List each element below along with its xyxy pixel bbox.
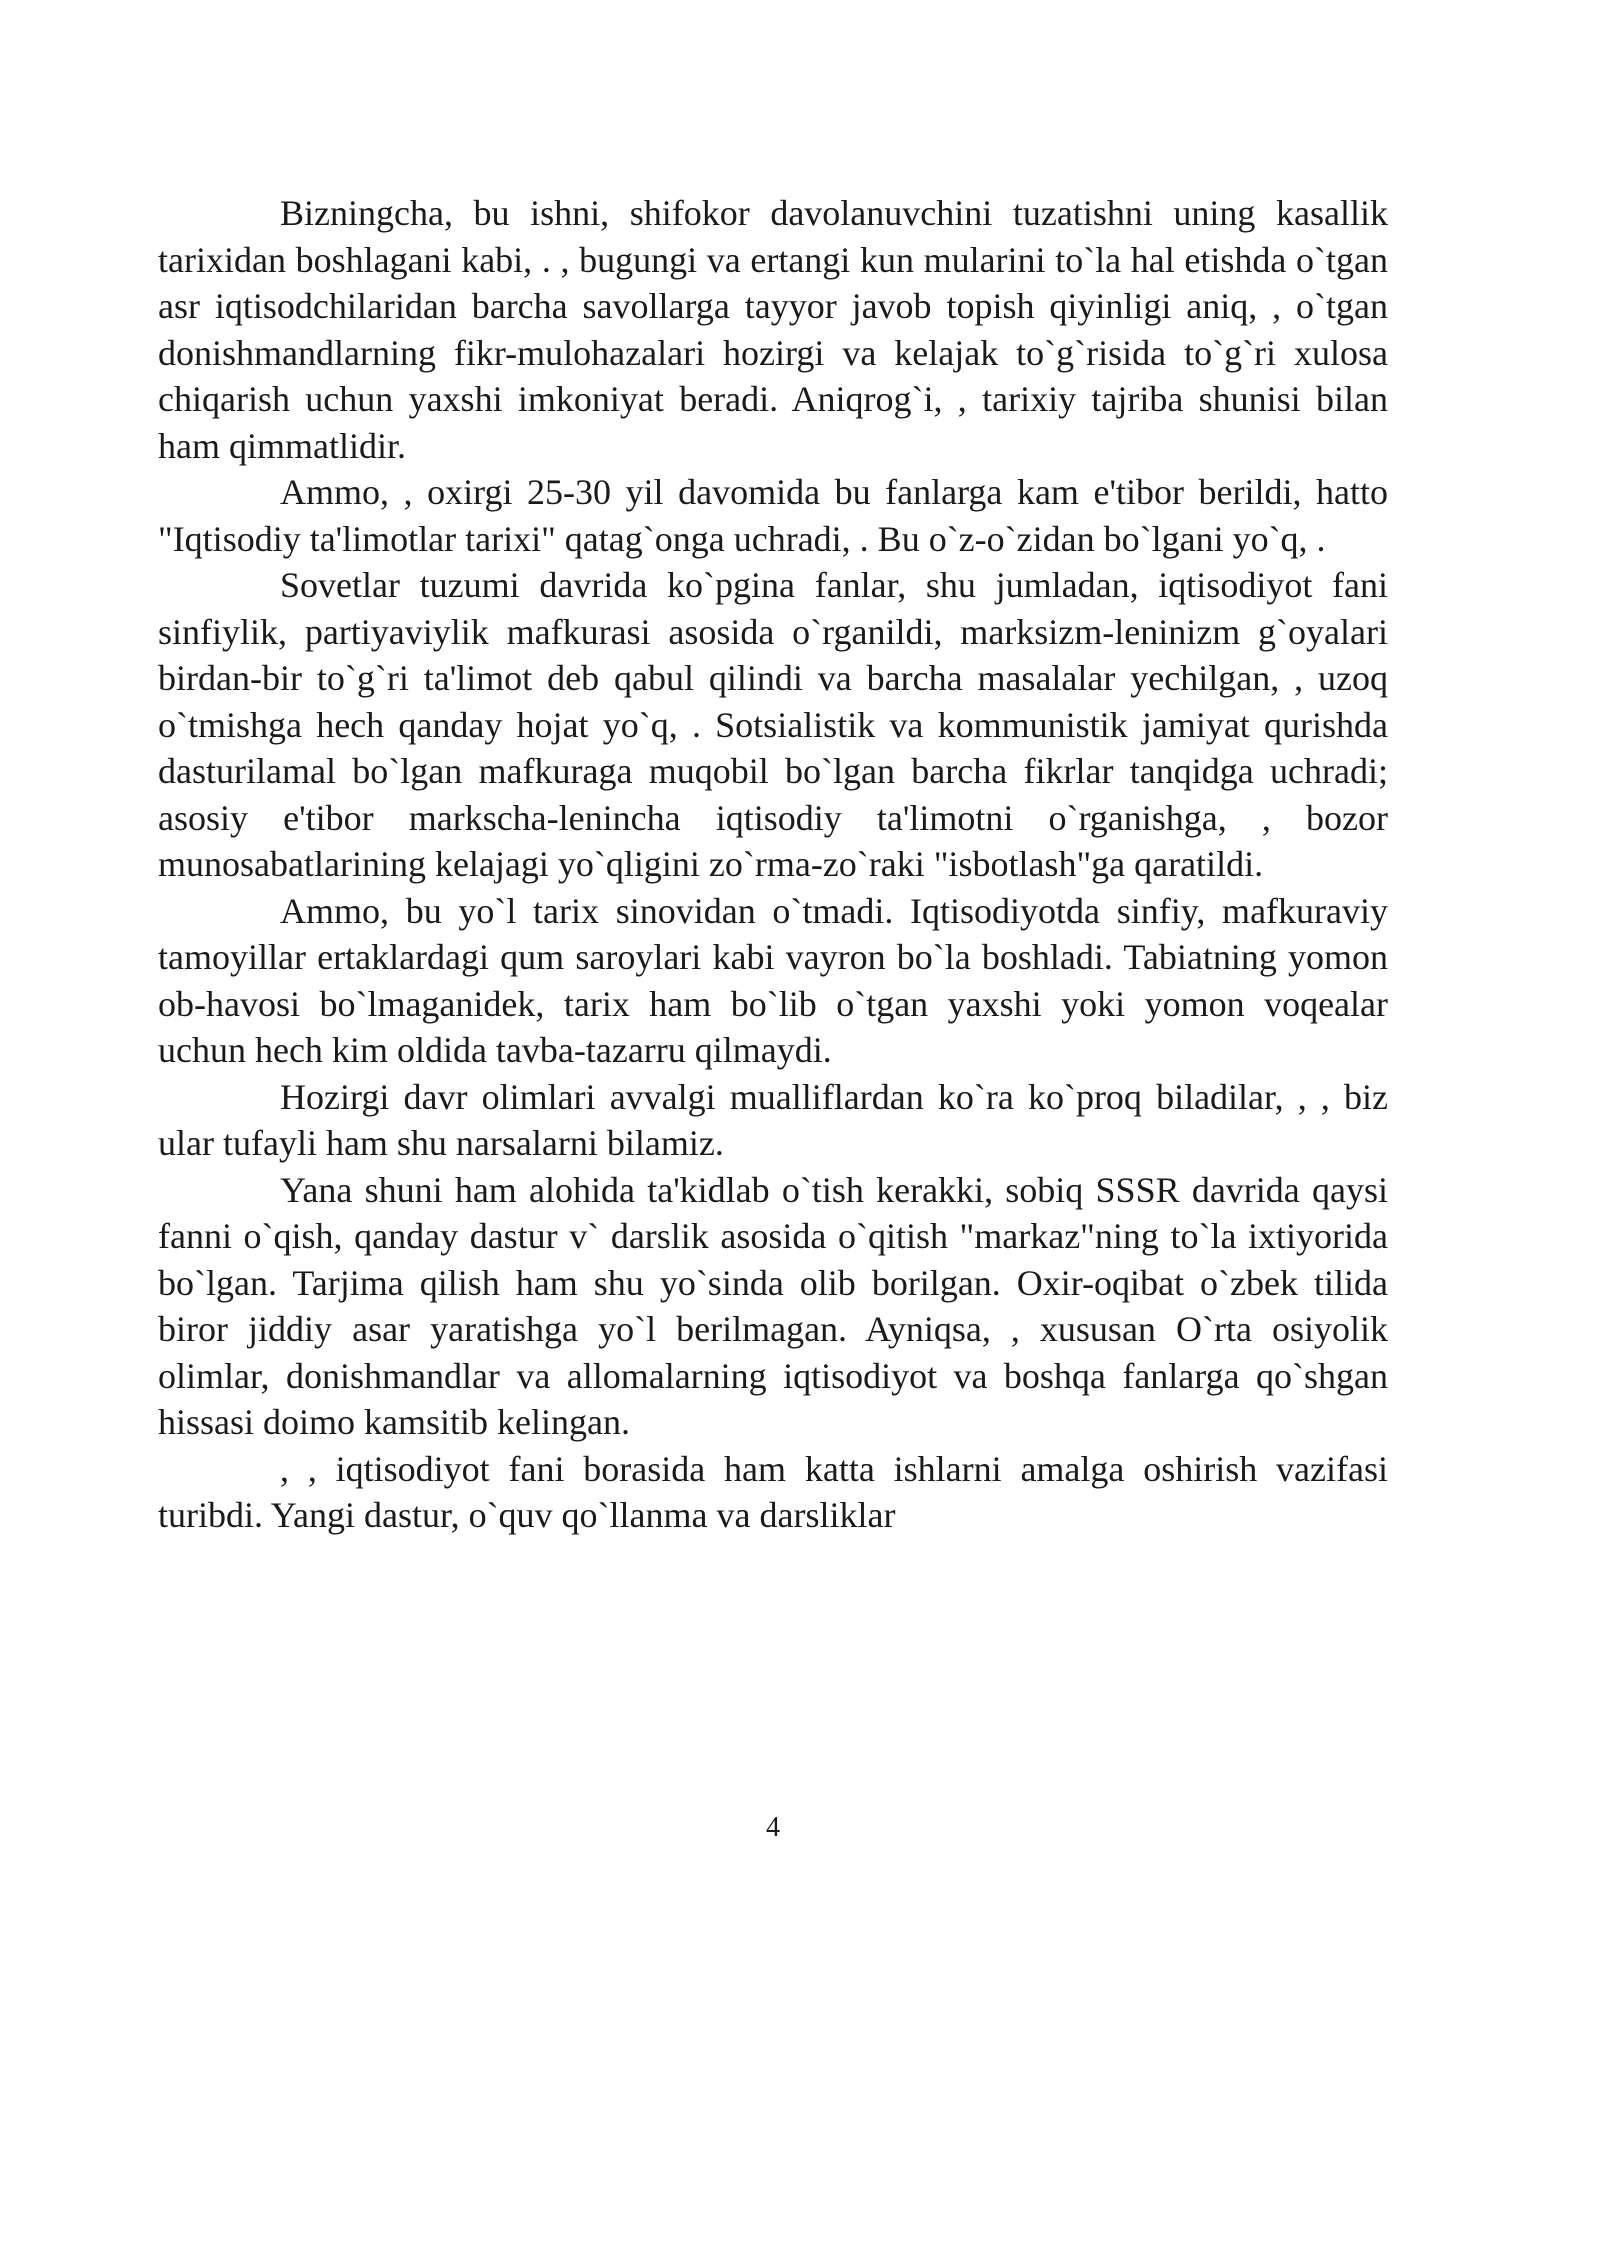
paragraph-1: Bizningcha, bu ishni, shifokor davolanuvchini tuzatishni uning kasallik tarixidan boshlagani kabi, . , bugungi va ertangi kun mularini to`la hal etishda o`tgan asr iqtisodchilaridan barcha savollarga tayyor javob topish qiyinligi aniq, , o`tgan donishmandlarning fikr-mulohazalari hozirgi va kelajak to`g`risida to`g`ri xulosa chiqarish uchun yaxshi imkoniyat beradi. Aniqrog`i, , tarixiy tajriba shunisi bilan ham qimmatlidir. [158, 193, 1388, 466]
page-number: 4 [766, 1812, 780, 1843]
text-body [158, 190, 1388, 1539]
paragraph-3: Sovetlar tuzumi davrida ko`pgina fanlar, shu jumladan, iqtisodiyot fani sinfiylik, partiyaviylik mafkurasi asosida o`rganildi, marksizm-leninizm g`oyalari birdan-bir to`g`ri ta'limot deb qabul qilindi va barcha masalalar yechilgan, , uzoq o`tmishga hech qanday hojat yo`q, . Sotsialistik va kommunistik jamiyat qurishda dasturilamal bo`lgan mafkuraga muqobil bo`lgan barcha fikrlar tanqidga uchradi; asosiy e'tibor markscha-lenincha iqtisodiy ta'limotni o`rganishga, , bozor munosabatlarining kelajagi yo`qligini zo`rma-zo`raki "isbotlash"ga qaratildi. [158, 565, 1388, 884]
paragraph-5: Hozirgi davr olimlari avvalgi mualliflardan ko`ra ko`proq biladilar, , , biz ular tufayli ham shu narsalarni bilamiz. [158, 1076, 1388, 1163]
paragraph-7: , , iqtisodiyot fani borasida ham katta ishlarni amalga oshirish vazifasi turibdi. Yangi dastur, o`quv qo`llanma va darsliklar [158, 1448, 1388, 1535]
paragraph-6: Yana shuni ham alohida ta'kidlab o`tish kerakki, sobiq SSSR davrida qaysi fanni o`qish, qanday dastur v` darslik asosida o`qitish "markaz"ning to`la ixtiyorida bo`lgan. Tarjima qilish ham shu yo`sinda olib borilgan. Oxir-oqibat o`zbek tilida biror jiddiy asar yaratishga yo`l berilmagan. Ayniqsa, , xususan O`rta osiyolik olimlar, donishmandlar va allomalarning iqtisodiyot va boshqa fanlarga qo`shgan hissasi doimo kamsitib kelingan. [158, 1169, 1388, 1442]
paragraph-4: Ammo, bu yo`l tarix sinovidan o`tmadi. Iqtisodiyotda sinfiy, mafkuraviy tamoyillar ertaklardagi qum saroylari kabi vayron bo`la boshladi. Tabiatning yomon ob-havosi bo`lmaganidek, tarix ham bo`lib o`tgan yaxshi yoki yomon voqealar uchun hech kim oldida tavba-tazarru qilmaydi. [158, 890, 1388, 1070]
paragraph-2: Ammo, , oxirgi 25-30 yil davomida bu fanlarga kam e'tibor berildi, hatto "Iqtisodiy ta'limotlar tarixi" qatag`onga uchradi, . Bu o`z-o`zidan bo`lgani yo`q, . [158, 472, 1388, 559]
